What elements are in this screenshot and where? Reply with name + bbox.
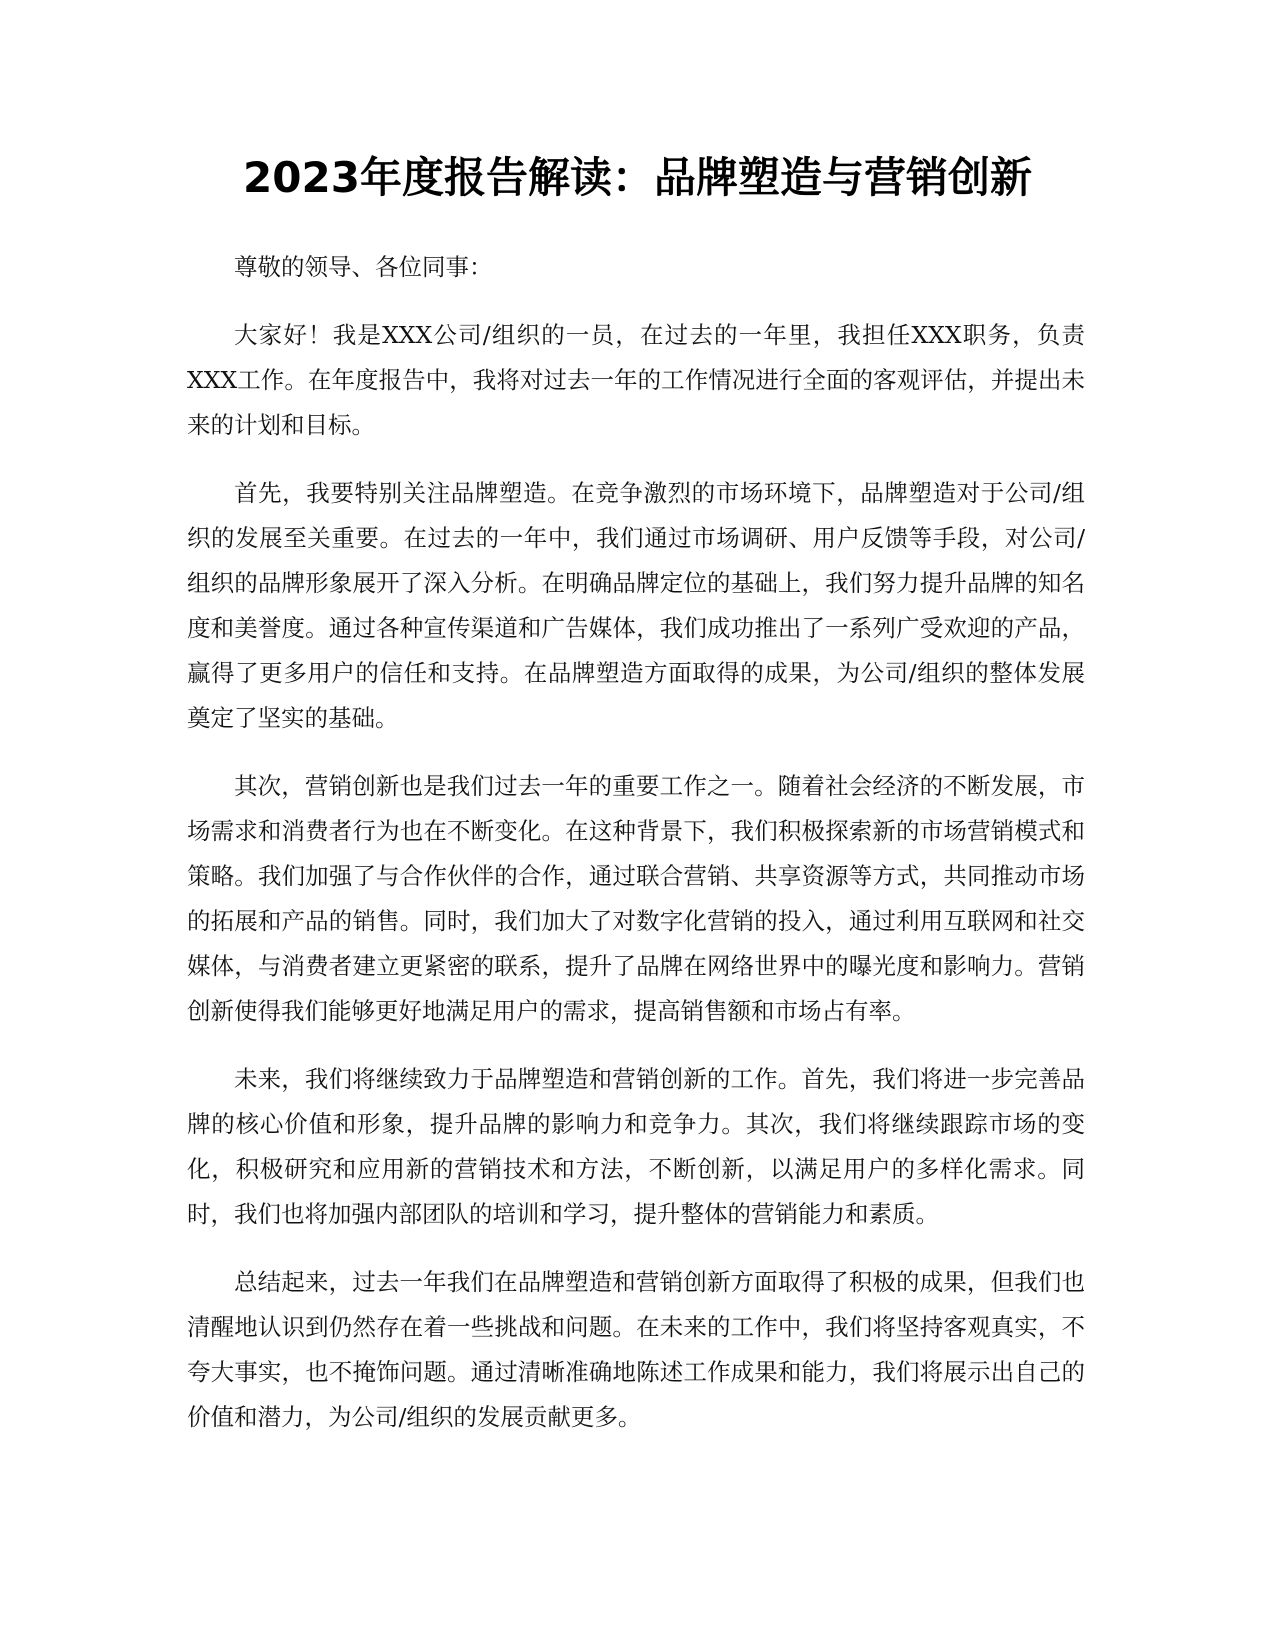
salutation-paragraph: 尊敬的领导、各位同事： <box>234 253 493 281</box>
marketing-innovation-paragraph: 其次，营销创新也是我们过去一年的重要工作之一。随着社会经济的不断发展，市场需求和消费者行为也在不断变化。在这种背景下，我们积极探索新的市场营销模式和策略。我们加强了与合作伙伴的合作，通过联合营销、共享资源等方式，共同推动市场的拓展和产品的销售。同时，我们加大了对数字化营销的投入，通过利用互联网和社交媒体，与消费者建立更紧密的联系，提升了品牌在网络世界中的曝光度和影响力。营销创新使得我们能够更好地满足用户的需求，提高销售额和市场占有率。 <box>187 772 1085 1025</box>
conclusion-paragraph: 总结起来，过去一年我们在品牌塑造和营销创新方面取得了积极的成果，但我们也清醒地认识到仍然存在着一些挑战和问题。在未来的工作中，我们将坚持客观真实，不夸大事实，也不掩饰问题。通过清晰准确地陈述工作成果和能力，我们将展示出自己的价值和潜力，为公司/组织的发展贡献更多。 <box>187 1268 1085 1431</box>
future-plans-paragraph: 未来，我们将继续致力于品牌塑造和营销创新的工作。首先，我们将进一步完善品牌的核心价值和形象，提升品牌的影响力和竞争力。其次，我们将继续跟踪市场的变化，积极研究和应用新的营销技术和方法，不断创新，以满足用户的多样化需求。同时，我们也将加强内部团队的培训和学习，提升整体的营销能力和素质。 <box>187 1065 1085 1228</box>
intro-paragraph: 大家好！我是XXX公司/组织的一员，在过去的一年里，我担任XXX职务，负责XXX工作。在年度报告中，我将对过去一年的工作情况进行全面的客观评估，并提出未来的计划和目标。 <box>187 321 1085 439</box>
document-body <box>187 245 1085 1463</box>
document-title: 2023年度报告解读：品牌塑造与营销创新 <box>243 153 1032 202</box>
brand-building-paragraph: 首先，我要特别关注品牌塑造。在竞争激烈的市场环境下，品牌塑造对于公司/组织的发展至关重要。在过去的一年中，我们通过市场调研、用户反馈等手段，对公司/组织的品牌形象展开了深入分析。在明确品牌定位的基础上，我们努力提升品牌的知名度和美誉度。通过各种宣传渠道和广告媒体，我们成功推出了一系列广受欢迎的产品，赢得了更多用户的信任和支持。在品牌塑造方面取得的成果，为公司/组织的整体发展奠定了坚实的基础。 <box>187 479 1085 732</box>
